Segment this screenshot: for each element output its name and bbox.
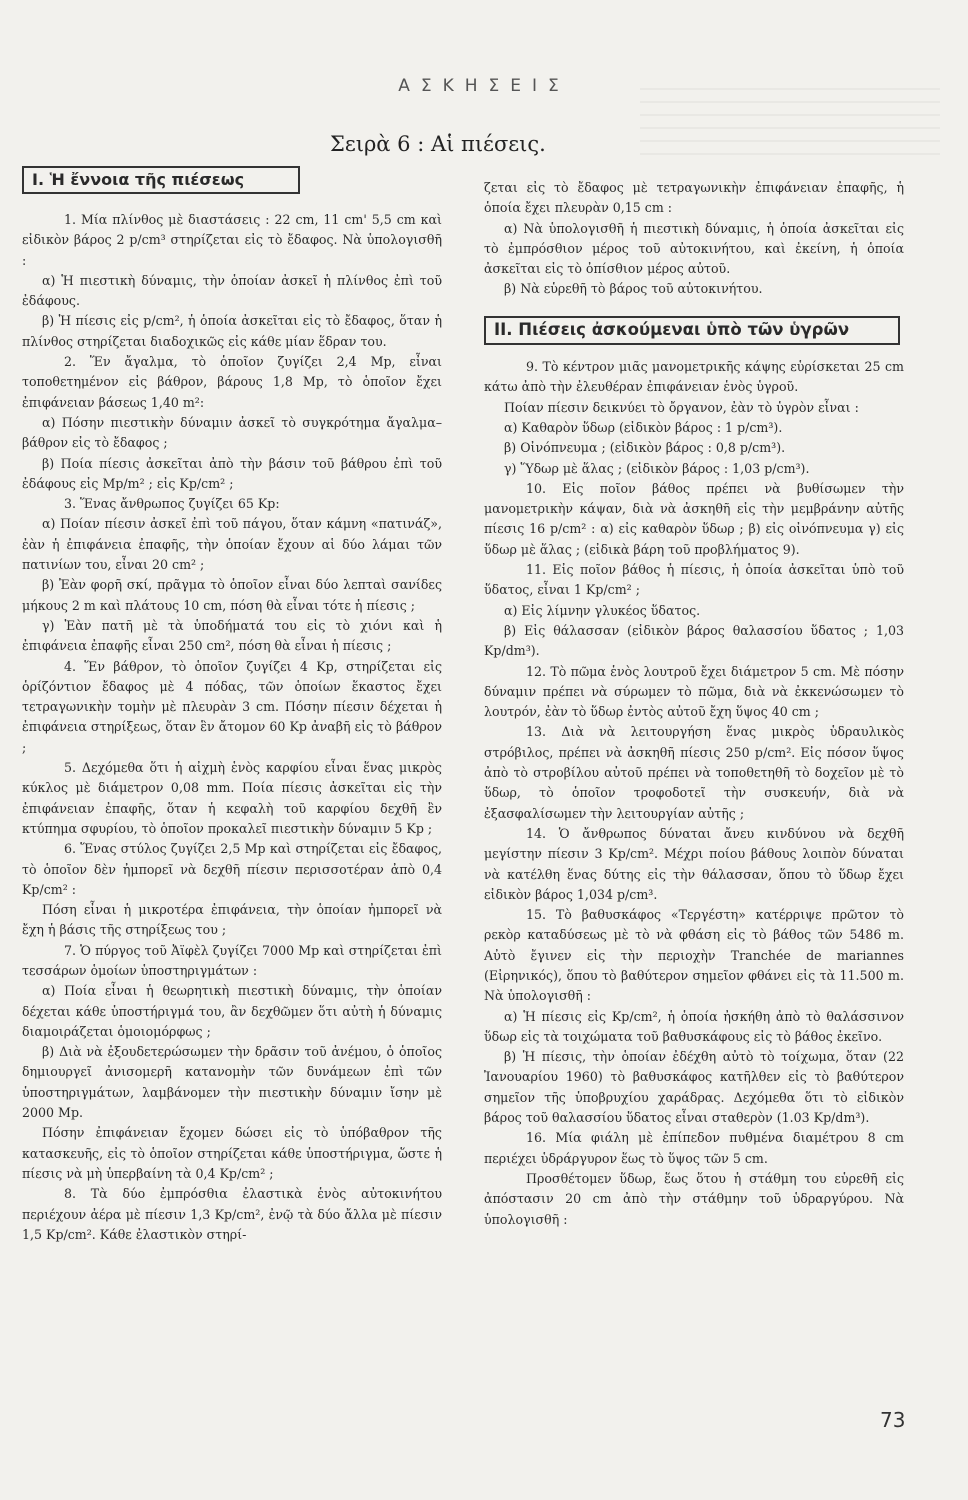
page-header: ΑΣΚΗΣΕΙΣ: [398, 76, 570, 96]
exercise-8-continued: ζεται εἰς τὸ ἔδαφος μὲ τετραγωνικὴν ἐπιφάνειαν ἐπαφῆς, ἡ ὁποία ἔχει πλευρὰν 0,15 cm :: [484, 180, 904, 216]
left-column: [22, 210, 442, 1245]
exercise-4: 4. Ἕν βάθρον, τὸ ὁποῖον ζυγίζει 4 Kp, στηρίζεται εἰς ὁρίζόντιον ἔδαφος μὲ 4 πόδας, τῶν ὁποίων ἕκαστος ἔχει τετραγωνικὴν τομὴν μὲ πλευρὰν 3 cm. Πόσην πίεσιν δέχεται ἡ ἐπιφάνεια στηρίξεως, ὅταν ἓν ἄτομον 60 Kp ἀναβῆ εἰς τὸ βάθρον ;: [22, 658, 442, 755]
exercise-11: 11. Εἰς ποῖον βάθος ἡ πίεσις, ἡ ὁποία ἀσκεῖται ὑπὸ τοῦ ὕδατος, εἶναι 1 Kp/cm² ;: [484, 562, 904, 598]
section-heading-1: I. Ἡ ἔννοια τῆς πιέσεως: [22, 166, 300, 194]
exercise-1a: α) Ἡ πιεστικὴ δύναμις, τὴν ὁποίαν ἀσκεῖ ἡ πλίνθος ἐπὶ τοῦ ἐδάφους.: [22, 272, 442, 309]
exercise-7b: β) Διὰ νὰ ἐξουδετερώσωμεν τὴν δρᾶσιν τοῦ ἀνέμου, ὁ ὁποῖος δημιουργεῖ ἀνισομερῆ κατανομὴν τῶν δυνάμεων ἐπὶ τῶν ὑποστηριγμάτων, λαμβάνομεν τὴν πιεστικὴν δύναμιν ἴσην μὲ 2000 Mp.: [22, 1044, 442, 1121]
exercise-2b: β) Ποία πίεσις ἀσκεῖται ἀπὸ τὴν βάσιν τοῦ βάθρου ἐπὶ τοῦ ἐδάφους εἰς Mp/m² ; εἰς Kp/cm² ;: [22, 455, 442, 491]
exercise-3b: β) Ἐὰν φορῆ σκί, πρᾶγμα τὸ ὁποῖον εἶναι δύο λεπταὶ σανίδες μήκους 2 m καὶ πλάτους 10 cm, πόση θὰ εἶναι τότε ἡ πίεσις ;: [22, 577, 442, 613]
right-column: [484, 178, 904, 1230]
exercise-11a: α) Εἰς λίμνην γλυκέος ὕδατος.: [504, 602, 701, 618]
exercise-16-continued: Προσθέτομεν ὕδωρ, ἕως ὅτου ἡ στάθμη του εὑρεθῆ εἰς ἀπόστασιν 20 cm ἀπὸ τὴν στάθμην τοῦ ὑδραργύρου. Νὰ ὑπολογισθῆ :: [484, 1170, 904, 1227]
exercise-6-question: Πόση εἶναι ἡ μικροτέρα ἐπιφάνεια, τὴν ὁποίαν ἠμπορεῖ νὰ ἔχη ἡ βάσις τῆς στηρίξεως του ;: [22, 902, 442, 938]
exercise-9-question: Ποίαν πίεσιν δεικνύει τὸ ὄργανον, ἐὰν τὸ ὑγρὸν εἶναι :: [504, 399, 859, 415]
exercise-9: 9. Τὸ κέντρον μιᾶς μανομετρικῆς κάψης εὑρίσκεται 25 cm κάτω ἀπὸ τὴν ἐλευθέραν ἐπιφάνειαν ἑνὸς ὑγροῦ.: [484, 359, 904, 395]
exercise-11b: β) Εἰς θάλασσαν (εἰδικὸν βάρος θαλασσίου ὕδατος ; 1,03 Kp/dm³).: [484, 622, 904, 659]
exercise-3: 3. Ἕνας ἄνθρωπος ζυγίζει 65 Kp:: [64, 496, 280, 512]
exercise-3a: α) Ποίαν πίεσιν ἀσκεῖ ἐπὶ τοῦ πάγου, ὅταν κάμνη «πατινάζ», ἐὰν ἡ ἐπιφάνεια ἐπαφῆς, τὴν ὁποίαν ἔχουν αἱ δύο λάμαι τῶν πατινίων του, εἶναι 20 cm² ;: [22, 516, 442, 573]
exercise-14: 14. Ὁ ἄνθρωπος δύναται ἄνευ κινδύνου νὰ δεχθῆ μεγίστην πίεσιν 3 Kp/cm². Μέχρι ποίου βάθους λοιπὸν δύναται νὰ κατέλθη ἕνας δύτης εἰς τὴν θάλασσαν, ὅπου τὸ ὕδωρ ἔχει εἰδικὸν βάρος 1,034 p/cm³.: [484, 825, 904, 902]
exercise-7-question: Πόσην ἐπιφάνειαν ἔχομεν δώσει εἰς τὸ ὑπόβαθρον τῆς κατασκευῆς, εἰς τὸ ὁποῖον στηρίζεται κάθε ὑποστήριγμα, ὥστε ἡ πίεσις νὰ μὴ ὑπερβαίνη τὰ 0,4 Kp/cm² ;: [22, 1125, 442, 1181]
exercise-15a: α) Ἡ πίεσις εἰς Kp/cm², ἡ ὁποία ἠσκήθη ἀπὸ τὸ θαλάσσινον ὕδωρ εἰς τὰ τοιχώματα τοῦ βαθυσκάφους εἰς τὸ βάθος ἐκεῖνο.: [484, 1008, 904, 1044]
exercise-6: 6. Ἕνας στύλος ζυγίζει 2,5 Mp καὶ στηρίζεται εἰς ἔδαφος, τὸ ὁποῖον δὲν ἠμπορεῖ νὰ δεχθῆ πίεσιν περισσοτέραν ἀπὸ 0,4 Kp/cm² :: [22, 841, 442, 897]
exercise-8a: α) Νὰ ὑπολογισθῆ ἡ πιεστικὴ δύναμις, ἡ ὁποία ἀσκεῖται εἰς τὸ ἐμπρόσθιον μέρος τοῦ αὐτοκινήτου, καὶ ἐκείνη, ἡ ὁποία ἀσκεῖται εἰς τὸ ὀπίσθιον μέρος αὐτοῦ.: [484, 220, 904, 277]
exercise-5: 5. Δεχόμεθα ὅτι ἡ αἰχμὴ ἑνὸς καρφίου εἶναι ἕνας μικρὸς κύκλος μὲ διάμετρον 0,08 mm. Ποία πίεσις ἀσκεῖται εἰς τὴν ἐπιφάνειαν ἐπαφῆς, ὅταν ἡ κεφαλὴ τοῦ καρφίου δεχθῆ ἓν κτύπημα σφυρίου, τὸ ὁποῖον προκαλεῖ πιεστικὴν δύναμιν 5 Kp ;: [22, 760, 442, 836]
page-number: 73: [880, 1408, 906, 1432]
exercise-7: 7. Ὁ πύργος τοῦ Ἀϊφὲλ ζυγίζει 7000 Mp καὶ στηρίζεται ἐπὶ τεσσάρων ὁμοίων ὑποστηριγμάτων :: [22, 942, 442, 978]
exercise-15: 15. Τὸ βαθυσκάφος «Τεργέστη» κατέρριψε πρῶτον τὸ ρεκὸρ καταδύσεως μὲ τὸ νὰ φθάση εἰς τὸ βάθος τῶν 5486 m. Αὐτὸ ἔγινεν εἰς τὴν περιοχὴν Tranchée de mariannes (Εἰρηνικός), ὅπου τὸ βαθύτερον σημεῖον φθάνει εἰς τὰ 11.500 m. Νὰ ὑπολογισθῆ :: [484, 907, 904, 1004]
exercise-12: 12. Τὸ πῶμα ἑνὸς λουτροῦ ἔχει διάμετρον 5 cm. Μὲ πόσην δύναμιν πρέπει νὰ σύρωμεν τὸ πῶμα, διὰ νὰ ἐκκενώσωμεν τὸ λουτρόν, ἐὰν τὸ ὕδωρ ἐντὸς αὐτοῦ ἔχη ὕψος 40 cm ;: [484, 663, 904, 720]
exercise-16: 16. Μία φιάλη μὲ ἐπίπεδον πυθμένα διαμέτρου 8 cm περιέχει ὑδράργυρον ἕως τὸ ὕψος τῶν 5 cm.: [484, 1130, 904, 1166]
exercise-9a: α) Καθαρὸν ὕδωρ (εἰδικὸν βάρος : 1 p/cm³).: [504, 419, 783, 435]
exercise-15b: β) Ἡ πίεσις, τὴν ὁποίαν ἐδέχθη αὐτὸ τὸ τοίχωμα, ὅταν (22 Ἰανουαρίου 1960) τὸ βαθυσκάφος κατῆλθεν εἰς τὸ βαθύτερον σημεῖον τῆς ὑποβρυχίου χαράδρας. Δεχόμεθα ὅτι τὸ εἰδικὸν βάρος τοῦ θαλασσίου ὕδατος εἶναι σταθερὸν (1.03 Kp/dm³).: [484, 1049, 904, 1126]
exercise-1b: β) Ἡ πίεσις εἰς p/cm², ἡ ὁποία ἀσκεῖται εἰς τὸ ἔδαφος, ὅταν ἡ πλίνθος στηρίζεται διαδοχικῶς εἰς κάθε μίαν ἕδραν του.: [22, 313, 442, 349]
exercise-1: 1. Μία πλίνθος μὲ διαστάσεις : 22 cm, 11 cm' 5,5 cm καὶ εἰδικὸν βάρος 2 p/cm³ στηρίζεται εἰς τὸ ἔδαφος. Νὰ ὑπολογισθῆ :: [22, 212, 442, 268]
exercise-9c: γ) Ὕδωρ μὲ ἅλας ; (εἰδικὸν βάρος : 1,03 p/cm³).: [504, 460, 810, 476]
exercise-2: 2. Ἕν ἄγαλμα, τὸ ὁποῖον ζυγίζει 2,4 Mp, εἶναι τοποθετημένον εἰς βάθρον, βάρους 1,8 Mp, τὸ ὁποῖον ἔχει ἐπιφάνειαν βάσεως 1,40 m²:: [22, 354, 442, 410]
exercise-10: 10. Εἰς ποῖον βάθος πρέπει νὰ βυθίσωμεν τὴν μανομετρικὴν κάψαν, διὰ νὰ ἀσκηθῆ εἰς τὴν μεμβράνην αὐτῆς πίεσις 16 p/cm² : α) εἰς καθαρὸν ὕδωρ ; β) εἰς οἰνόπνευμα γ) εἰς ὕδωρ μὲ ἅλας ; (εἰδικὰ βάρη τοῦ προβλήματος 9).: [484, 480, 904, 557]
exercise-2a: α) Πόσην πιεστικὴν δύναμιν ἀσκεῖ τὸ συγκρότημα ἄγαλμα–βάθρον εἰς τὸ ἔδαφος ;: [22, 414, 442, 451]
bleed-through-texture: [640, 88, 940, 158]
exercise-3c: γ) Ἐὰν πατῆ μὲ τὰ ὑποδήματά του εἰς τὸ χιόνι καὶ ἡ ἐπιφάνεια ἐπαφῆς εἶναι 250 cm², πόση θὰ εἶναι ἡ πίεσις ;: [22, 617, 442, 654]
exercise-7a: α) Ποία εἶναι ἡ θεωρητικὴ πιεστικὴ δύναμις, τὴν ὁποίαν δέχεται κάθε ὑποστήριγμά του, ἂν δεχθῶμεν ὅτι αὐτὴ ἡ δύναμις διαμοιράζεται ὁμοιομόρφως ;: [22, 983, 442, 1039]
exercise-13: 13. Διὰ νὰ λειτουργήση ἕνας μικρὸς ὑδραυλικὸς στρόβιλος, πρέπει νὰ ἀσκηθῆ πίεσις 250 p/cm². Εἰς πόσον ὕψος ἀπὸ τὸ στροβίλου αὐτοῦ πρέπει νὰ τοποθετηθῆ τὸ δοχεῖον μὲ τὸ ὕδωρ, τὸ ὁποῖον τροφοδοτεῖ τὴν συσκευήν, διὰ νὰ ἐξασφαλίσωμεν τὴν λειτουργίαν αὐτῆς ;: [484, 724, 904, 821]
section-heading-2: II. Πιέσεις ἀσκούμεναι ὑπὸ τῶν ὑγρῶν: [484, 316, 900, 345]
series-title: Σειρὰ 6 : Αἱ πιέσεις.: [330, 132, 546, 156]
exercise-8b: β) Νὰ εὑρεθῆ τὸ βάρος τοῦ αὐτοκινήτου.: [504, 281, 763, 297]
exercise-9b: β) Οἰνόπνευμα ; (εἰδικὸν βάρος : 0,8 p/cm³).: [504, 440, 786, 456]
exercise-8: 8. Τὰ δύο ἐμπρόσθια ἐλαστικὰ ἑνὸς αὐτοκινήτου περιέχουν ἀέρα μὲ πίεσιν 1,3 Kp/cm², ἐνῷ τὰ δύο ἄλλα μὲ πίεσιν 1,5 Kp/cm². Κάθε ἐλαστικὸν στηρί-: [22, 1186, 442, 1242]
